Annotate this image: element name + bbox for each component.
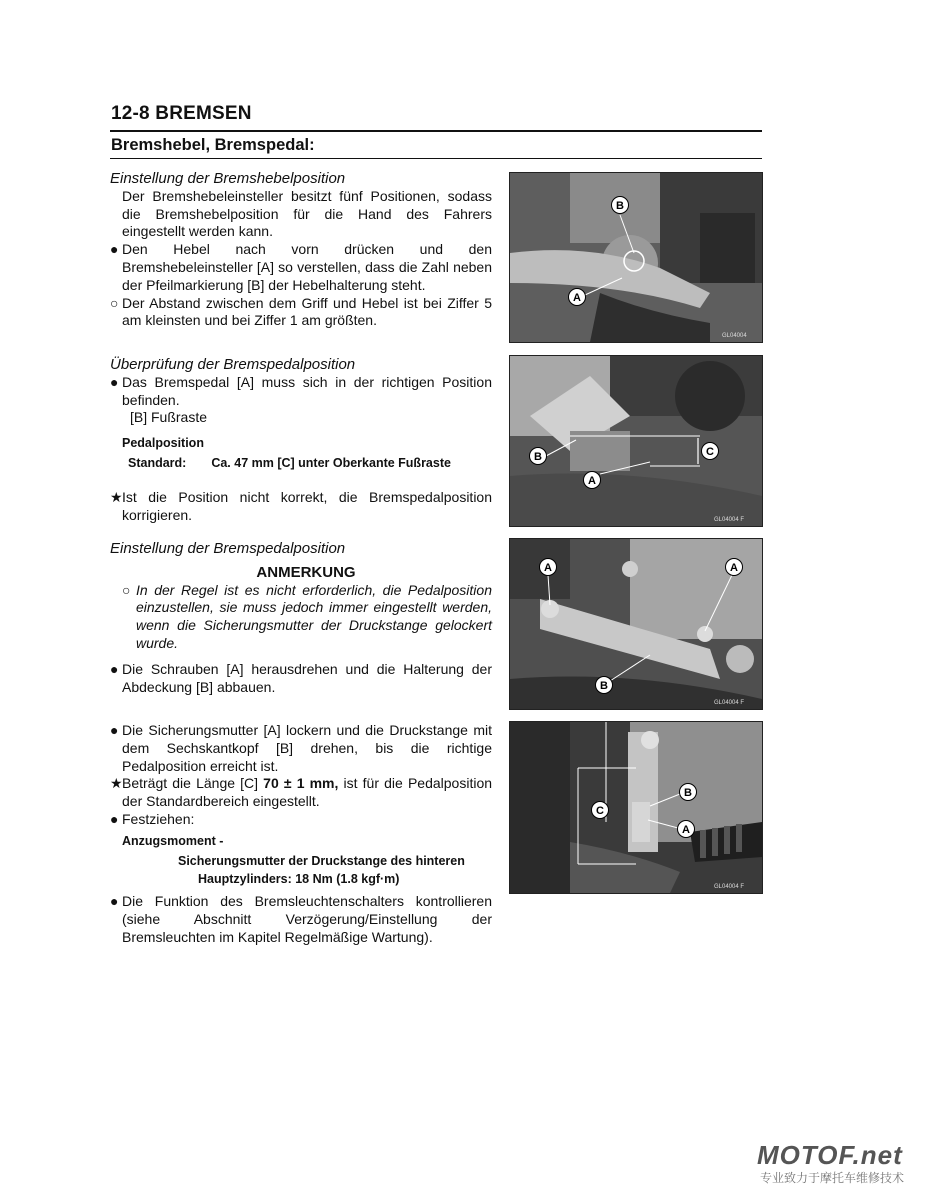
header-rule — [110, 130, 762, 132]
note-title: ANMERKUNG — [256, 563, 356, 581]
photo3-label-b — [596, 677, 613, 694]
svg-text:B: B — [684, 787, 692, 799]
photo2-code: GL04004 F — [714, 517, 745, 523]
photo-brake-lever — [509, 172, 763, 343]
svg-text:B: B — [534, 451, 542, 463]
svg-text:A: A — [544, 562, 552, 574]
photo2-label-a — [584, 472, 601, 489]
bullet-marker: ● — [110, 660, 119, 677]
bullet-marker: ● — [110, 810, 119, 827]
photo-push-rod — [509, 721, 763, 894]
svg-text:B: B — [600, 680, 608, 692]
pedal-check-section — [110, 356, 492, 524]
pedal-check-star — [110, 489, 492, 525]
svg-text:A: A — [682, 824, 690, 836]
bullet-marker: ● — [110, 241, 119, 258]
pedal-adjust-step-3-text: Festziehen: — [122, 810, 195, 827]
star-marker: ★ — [110, 488, 123, 505]
photo-bracket-screws — [509, 538, 763, 710]
circle-marker: ○ — [110, 294, 119, 311]
pedal-check-step-text: Das Bremspedal [A] muss sich in der richtigen Position befinden. — [122, 373, 492, 408]
photo3-code: GL04004 F — [714, 700, 745, 706]
bullet-marker: ● — [110, 893, 119, 910]
photo4-label-a — [678, 821, 695, 838]
spec-label: Standard: — [128, 455, 187, 470]
photo4-label-c — [592, 802, 609, 819]
pedal-adjust-continued — [110, 722, 492, 947]
bullet-marker: ● — [110, 373, 119, 390]
spec-title: Pedalposition — [122, 436, 204, 451]
section-rule — [110, 158, 762, 159]
photo1-label-b — [612, 197, 629, 214]
spec-value: Ca. 47 mm [C] unter Oberkante Fußraste — [211, 455, 451, 470]
pedal-check-heading: Überprüfung der Bremspedalposition — [110, 356, 356, 373]
footrest-label: [B] Fußraste — [130, 409, 208, 426]
star-marker: ★ — [110, 775, 123, 792]
torque-line-1: Sicherungsmutter der Druckstange des hinteren — [178, 853, 465, 868]
star-post: ist für die Pedalposition der Standardbereich eingestellt. — [122, 775, 493, 810]
torque-title: Anzugsmoment - — [122, 833, 224, 848]
svg-text:A: A — [588, 475, 596, 487]
lever-adjust-intro: Der Bremshebeleinsteller besitzt fünf Positionen, sodass die Bremshebelposition für die Hand des Fahrers eingestellt werden kann. — [122, 187, 492, 240]
pedal-adjust-step-2 — [110, 722, 492, 775]
pedal-adjust-step-4-text: Die Funktion des Bremsleuchtenschalters kontrollieren (siehe Abschnitt Verzögerung/Einstellung der Bremsleuchten im Kapitel Regelmäßige Wartung). — [122, 893, 492, 945]
photo-pedal-position — [509, 355, 763, 527]
pedal-adjust-heading: Einstellung der Bremspedalposition — [110, 540, 346, 557]
pedal-adjust-step-3 — [110, 811, 492, 829]
photo2-label-c — [702, 443, 719, 460]
svg-text:C: C — [706, 446, 714, 458]
page-title: 12-8 BREMSEN — [111, 103, 252, 124]
pedal-adjust-step-1 — [110, 661, 492, 697]
note-box — [122, 582, 492, 653]
star-value: 70 ± 1 mm, — [263, 775, 339, 792]
lever-adjust-section — [110, 170, 492, 330]
svg-text:B: B — [616, 200, 624, 212]
star-pre: Beträgt die Länge [C] — [122, 775, 264, 792]
photo3-label-a-left — [540, 559, 557, 576]
spec-row — [110, 455, 492, 473]
svg-text:C: C — [596, 805, 604, 817]
photo2-label-b — [530, 448, 547, 465]
circle-marker: ○ — [122, 581, 131, 598]
torque-line-2: Hauptzylinders: 18 Nm (1.8 kgf·m) — [198, 872, 400, 887]
bullet-marker: ● — [110, 722, 119, 738]
pedal-adjust-step-4 — [110, 893, 492, 946]
photo1-label-a — [569, 289, 586, 306]
photo4-code: GL04004 F — [714, 884, 745, 890]
lever-adjust-step — [110, 241, 492, 294]
pedal-check-star-text: Ist die Position nicht korrekt, die Bremspedalposition korrigieren. — [122, 488, 492, 523]
photo3-label-a-right — [726, 559, 743, 576]
pedal-adjust-step-2-text: Die Sicherungsmutter [A] lockern und die Druckstange mit dem Sechskantkopf [B] drehen, bis die richtige Pedalposition erreicht ist. — [122, 722, 492, 774]
pedal-adjust-section — [110, 540, 492, 696]
note-text: In der Regel ist es nicht erforderlich, die Pedalposition einzustellen, sie muss jedoch immer eingestellt werden, wenn die Sicherungsmutter der Druckstange gelockert wurde. — [136, 581, 492, 651]
lever-adjust-step-text: Den Hebel nach vorn drücken und den Bremshebeleinsteller [A] so verstellen, dass die Zahl neben der Pfeilmarkierung [B] der Hebelhalterung steht. — [122, 241, 492, 293]
svg-text:A: A — [573, 292, 581, 304]
photo4-label-b — [680, 784, 697, 801]
lever-adjust-note-text: Der Abstand zwischen dem Griff und Hebel ist bei Ziffer 5 am kleinsten und bei Ziffer 1 am größten. — [122, 294, 492, 329]
pedal-adjust-step-1-text: Die Schrauben [A] herausdrehen und die Halterung der Abdeckung [B] abbauen. — [122, 660, 492, 695]
lever-adjust-heading: Einstellung der Bremshebelposition — [110, 170, 346, 187]
photo1-code: GL04004 — [722, 333, 747, 339]
section-title: Bremshebel, Bremspedal: — [111, 136, 315, 154]
footer-slogan: 专业致力于摩托车维修技术 — [760, 1171, 905, 1185]
footer-logo: MOTOF.net — [757, 1140, 903, 1170]
lever-adjust-note — [110, 295, 492, 331]
pedal-check-step — [110, 374, 492, 410]
svg-text:A: A — [730, 562, 738, 574]
pedal-adjust-star — [110, 775, 492, 811]
